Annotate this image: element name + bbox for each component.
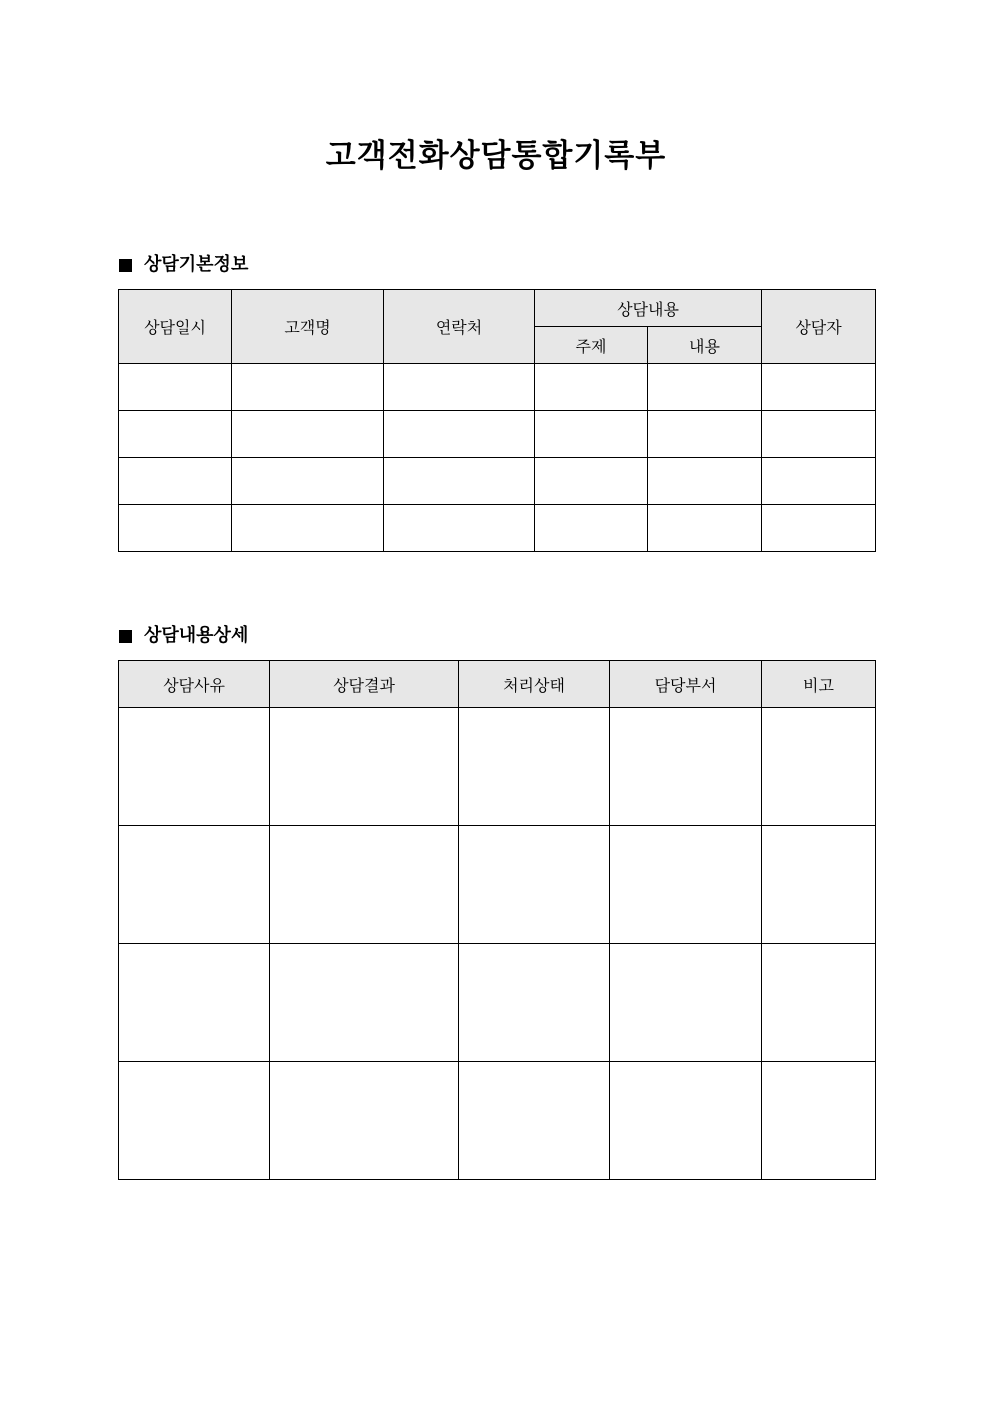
table-cell[interactable] (648, 458, 762, 505)
section-heading-basic-info (119, 253, 248, 277)
table-cell[interactable] (119, 411, 232, 458)
table-row (119, 505, 876, 552)
table-cell[interactable] (270, 826, 459, 944)
table-cell[interactable] (270, 1062, 459, 1180)
header-result: 상담결과 (270, 661, 459, 708)
table-cell[interactable] (762, 505, 876, 552)
table-cell[interactable] (119, 505, 232, 552)
table-cell[interactable] (232, 364, 384, 411)
table-cell[interactable] (762, 708, 876, 826)
table-cell[interactable] (610, 826, 762, 944)
table-cell[interactable] (648, 411, 762, 458)
header-reason: 상담사유 (119, 661, 270, 708)
table-row (119, 826, 876, 944)
header-department: 담당부서 (610, 661, 762, 708)
table-cell[interactable] (648, 505, 762, 552)
table-cell[interactable] (384, 505, 535, 552)
table-row (119, 411, 876, 458)
table-cell[interactable] (270, 944, 459, 1062)
header-subject: 주제 (535, 327, 648, 364)
table-cell[interactable] (610, 708, 762, 826)
table-cell[interactable] (459, 944, 610, 1062)
table-cell[interactable] (119, 826, 270, 944)
square-bullet-icon (119, 630, 132, 643)
table-cell[interactable] (119, 944, 270, 1062)
table-cell[interactable] (119, 364, 232, 411)
table-cell[interactable] (762, 364, 876, 411)
header-content: 내용 (648, 327, 762, 364)
header-customer-name: 고객명 (232, 290, 384, 364)
detail-table (118, 660, 876, 1180)
table-cell[interactable] (232, 505, 384, 552)
table-cell[interactable] (610, 1062, 762, 1180)
table-cell[interactable] (119, 458, 232, 505)
table-row (119, 1062, 876, 1180)
table-cell[interactable] (459, 1062, 610, 1180)
page-title: 고객전화상담통합기록부 (325, 138, 667, 174)
table-cell[interactable] (762, 944, 876, 1062)
table-cell[interactable] (232, 411, 384, 458)
table-row (119, 458, 876, 505)
table-cell[interactable] (762, 411, 876, 458)
table-cell[interactable] (232, 458, 384, 505)
header-date: 상담일시 (119, 290, 232, 364)
table-cell[interactable] (384, 458, 535, 505)
basic-info-table (118, 289, 876, 552)
header-counselor: 상담자 (762, 290, 876, 364)
table-cell[interactable] (270, 708, 459, 826)
table-cell[interactable] (119, 708, 270, 826)
header-content-group: 상담내용 (535, 290, 762, 327)
table-cell[interactable] (535, 458, 648, 505)
table-cell[interactable] (535, 411, 648, 458)
table-cell[interactable] (384, 364, 535, 411)
table-cell[interactable] (610, 944, 762, 1062)
table-row (119, 708, 876, 826)
table-cell[interactable] (762, 1062, 876, 1180)
table-row (119, 944, 876, 1062)
header-remarks: 비고 (762, 661, 876, 708)
table-cell[interactable] (762, 826, 876, 944)
square-bullet-icon (119, 259, 132, 272)
section-heading-label: 상담내용상세 (144, 625, 249, 646)
table-cell[interactable] (535, 364, 648, 411)
table-cell[interactable] (459, 708, 610, 826)
section-heading-detail (119, 624, 248, 648)
table-cell[interactable] (459, 826, 610, 944)
table-row (119, 364, 876, 411)
table-cell[interactable] (535, 505, 648, 552)
table-cell[interactable] (648, 364, 762, 411)
header-status: 처리상태 (459, 661, 610, 708)
table-cell[interactable] (384, 411, 535, 458)
header-contact: 연락처 (384, 290, 535, 364)
table-cell[interactable] (119, 1062, 270, 1180)
table-cell[interactable] (762, 458, 876, 505)
section-heading-label: 상담기본정보 (144, 254, 249, 275)
